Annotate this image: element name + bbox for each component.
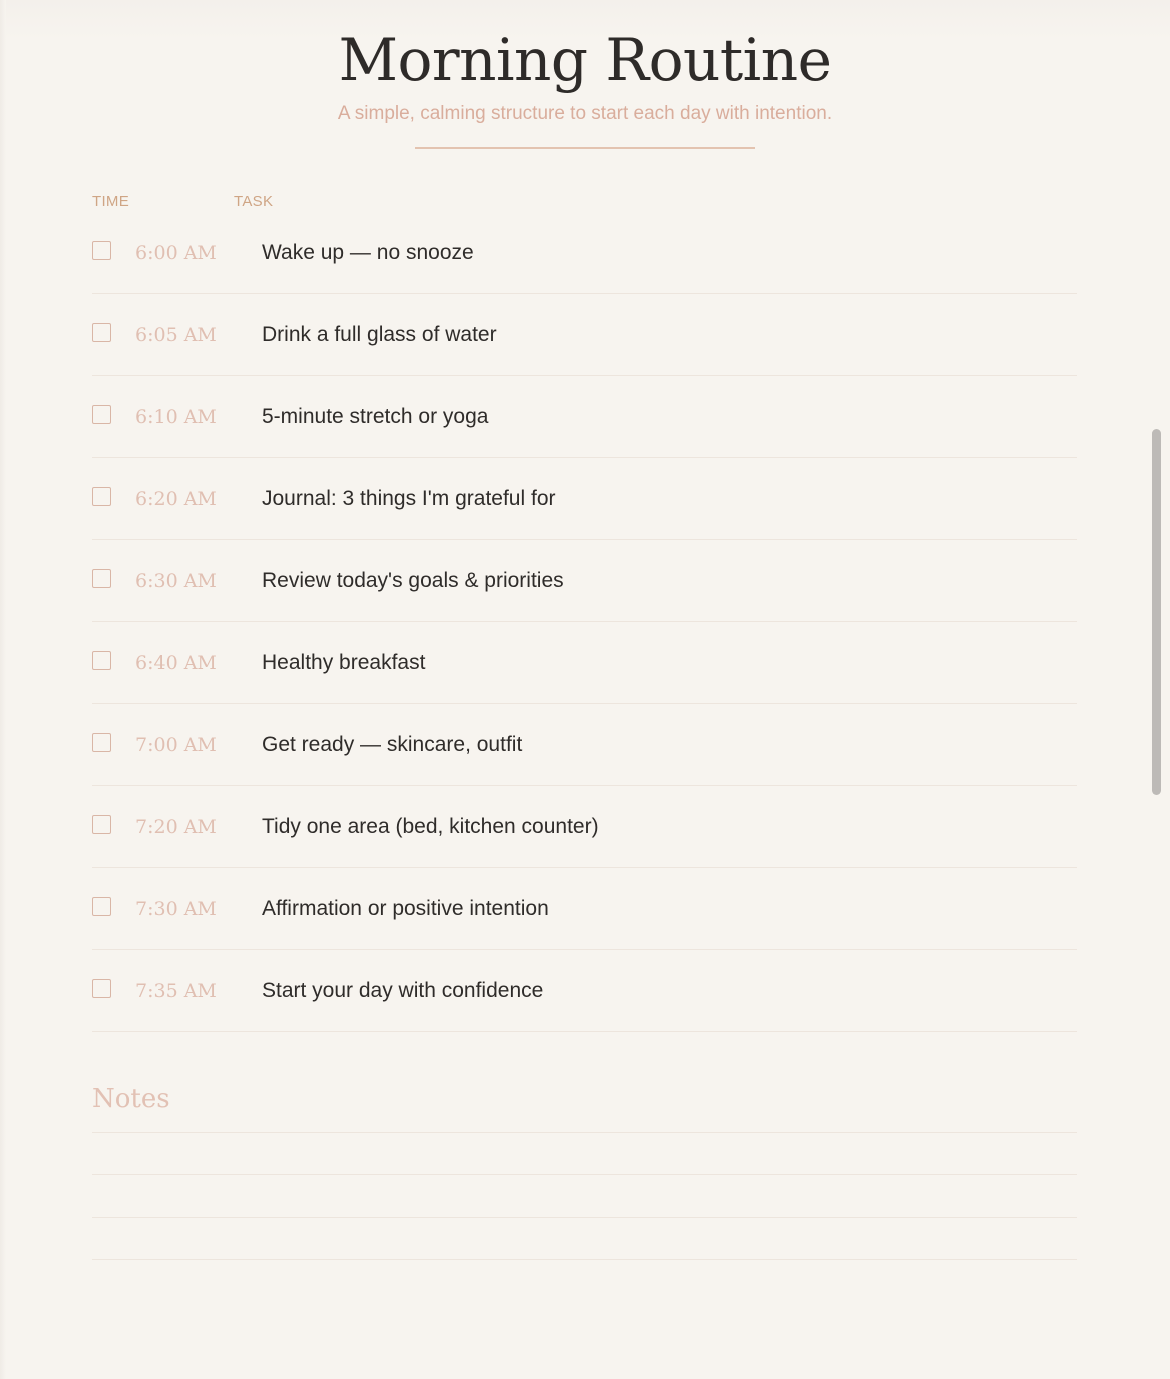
- task-checkbox[interactable]: [92, 405, 111, 424]
- task-time: 6:30 AM: [135, 570, 217, 592]
- task-time: 6:40 AM: [135, 652, 217, 674]
- task-checkbox[interactable]: [92, 487, 111, 506]
- page-edge-shadow: [0, 0, 6, 1379]
- column-header-time: TIME: [92, 193, 130, 210]
- task-checkbox[interactable]: [92, 651, 111, 670]
- task-time: 7:35 AM: [135, 980, 217, 1002]
- task-time: 6:20 AM: [135, 488, 217, 510]
- task-checkbox[interactable]: [92, 815, 111, 834]
- task-label: Wake up — no snooze: [262, 241, 474, 264]
- task-label: Start your day with confidence: [262, 979, 544, 1002]
- routine-row: [92, 294, 1077, 376]
- task-time: 7:30 AM: [135, 898, 217, 920]
- routine-row: [92, 704, 1077, 786]
- task-time: 6:10 AM: [135, 406, 217, 428]
- task-label: Journal: 3 things I'm grateful for: [262, 487, 556, 510]
- routine-list: [92, 212, 1077, 1032]
- notes-line[interactable]: [92, 1217, 1077, 1218]
- task-checkbox[interactable]: [92, 241, 111, 260]
- task-time: 6:05 AM: [135, 324, 217, 346]
- routine-row: [92, 212, 1077, 294]
- task-label: Review today's goals & priorities: [262, 569, 564, 592]
- task-label: Affirmation or positive intention: [262, 897, 549, 920]
- notes-heading: Notes: [92, 1084, 170, 1114]
- notes-line[interactable]: [92, 1174, 1077, 1175]
- task-time: 7:00 AM: [135, 734, 217, 756]
- task-label: Drink a full glass of water: [262, 323, 497, 346]
- task-checkbox[interactable]: [92, 569, 111, 588]
- task-checkbox[interactable]: [92, 323, 111, 342]
- routine-row: [92, 540, 1077, 622]
- task-time: 7:20 AM: [135, 816, 217, 838]
- task-checkbox[interactable]: [92, 897, 111, 916]
- task-label: Tidy one area (bed, kitchen counter): [262, 815, 599, 838]
- task-checkbox[interactable]: [92, 979, 111, 998]
- page-title: Morning Routine: [338, 26, 832, 94]
- routine-row: [92, 376, 1077, 458]
- routine-row: [92, 868, 1077, 950]
- task-label: Get ready — skincare, outfit: [262, 733, 523, 756]
- task-checkbox[interactable]: [92, 733, 111, 752]
- routine-row: [92, 458, 1077, 540]
- routine-row: [92, 622, 1077, 704]
- title-divider: [415, 147, 755, 149]
- routine-row: [92, 786, 1077, 868]
- notes-line[interactable]: [92, 1132, 1077, 1133]
- task-time: 6:00 AM: [135, 242, 217, 264]
- task-label: 5-minute stretch or yoga: [262, 405, 489, 428]
- page-subtitle: A simple, calming structure to start each day with intention.: [337, 103, 833, 124]
- scrollbar-thumb[interactable]: [1152, 429, 1161, 795]
- routine-row: [92, 950, 1077, 1032]
- notes-line[interactable]: [92, 1259, 1077, 1260]
- task-label: Healthy breakfast: [262, 651, 426, 674]
- column-header-task: TASK: [234, 193, 274, 210]
